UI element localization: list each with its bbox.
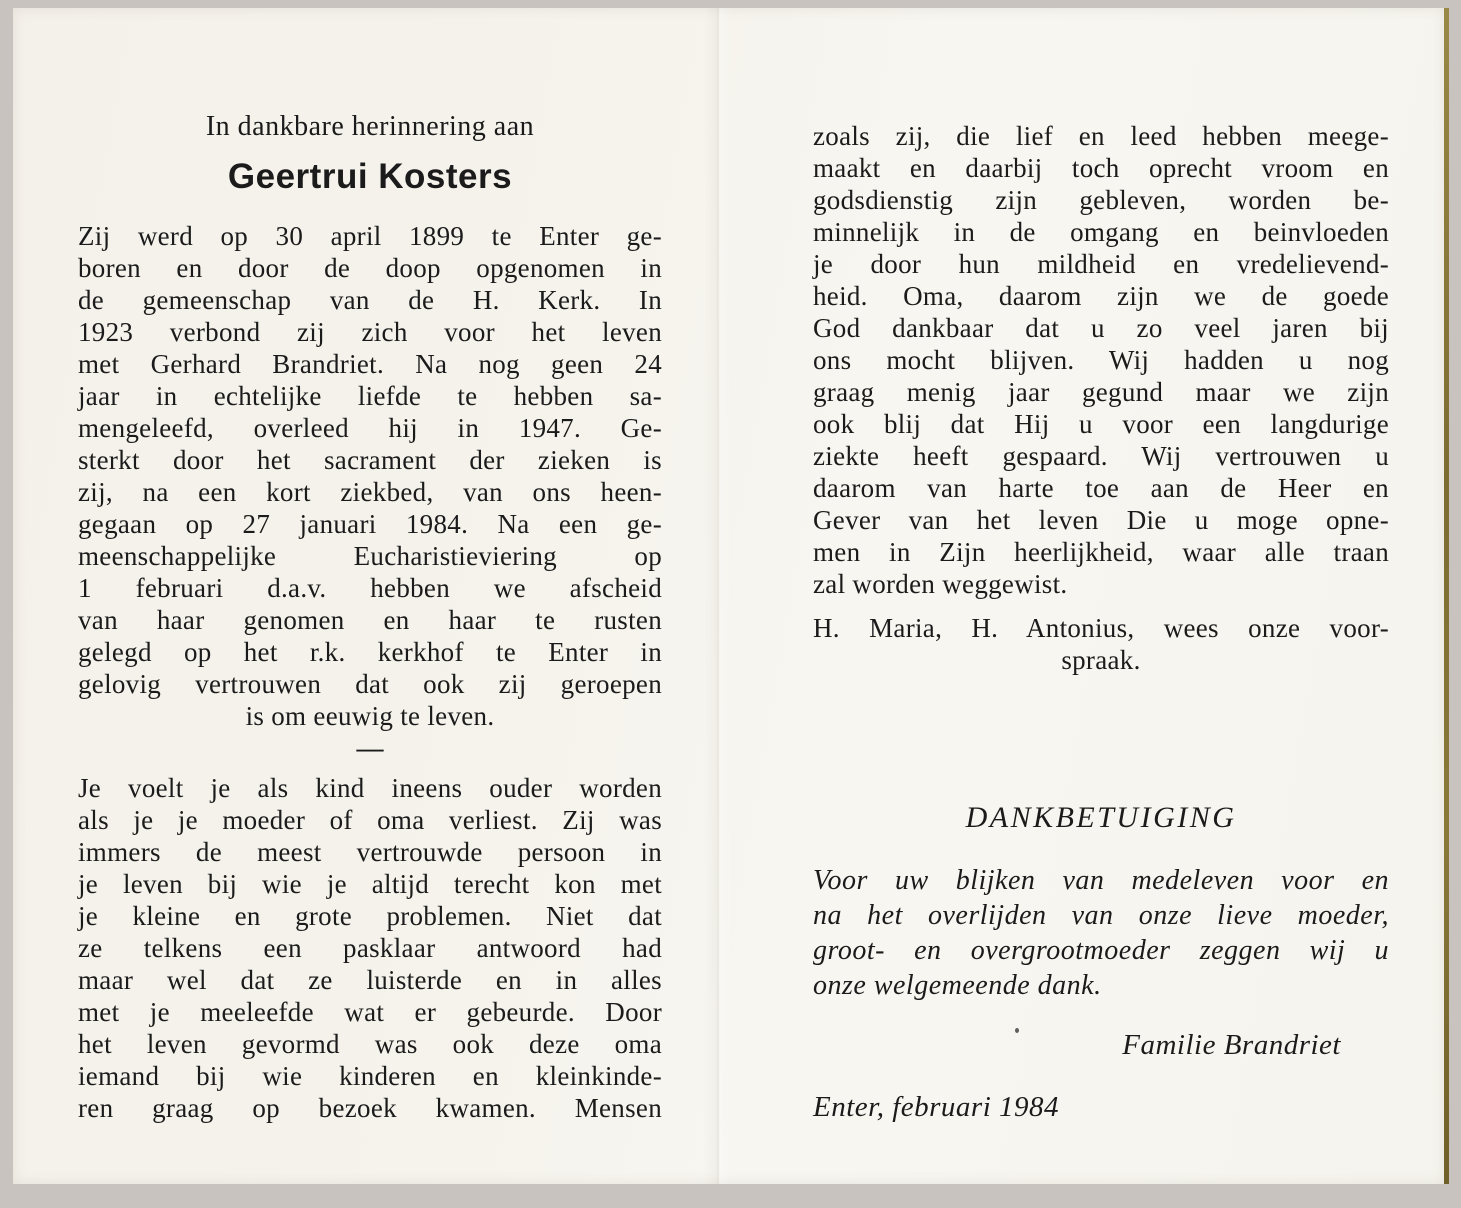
right-page — [813, 8, 1389, 1208]
remembrance-paragraph — [78, 772, 662, 1124]
life-story-last-line: is om eeuwig te leven. — [245, 701, 495, 731]
text-line: groot- en overgrootmoeder zeggen wij u — [813, 935, 1389, 966]
text-line: de gemeenschap van de H. Kerk. In — [78, 285, 662, 315]
acknowledgement-last-line: onze welgemeende dank. — [813, 970, 1102, 1001]
text-line: 1 februari d.a.v. hebben we afscheid — [78, 573, 662, 603]
section-dash-separator: — — [356, 733, 384, 763]
text-line: God dankbaar dat u zo veel jaren bij — [813, 313, 1389, 343]
place-date-line: Enter, februari 1984 — [813, 1091, 1060, 1123]
deceased-name-heading: Geertrui Kosters — [227, 157, 513, 196]
text-line: Je voelt je als kind ineens ouder worden — [78, 773, 662, 803]
text-line: ook blij dat Hij u voor een langdurige — [813, 409, 1389, 439]
text-line: heid. Oma, daarom zijn we de goede — [813, 281, 1389, 311]
text-line: gelegd op het r.k. kerkhof te Enter in — [78, 637, 662, 667]
prayer-line: H. Maria, H. Antonius, wees onze voor- — [813, 613, 1389, 643]
text-line: Zij werd op 30 april 1899 te Enter ge- — [78, 221, 662, 251]
text-line: gegaan op 27 januari 1984. Na een ge- — [78, 509, 662, 539]
scan-speck — [1015, 1028, 1019, 1033]
text-line: je door hun mildheid en vredelievend- — [813, 249, 1389, 279]
text-line: maakt en daarbij toch oprecht vroom en — [813, 153, 1389, 183]
text-line: godsdienstig zijn gebleven, worden be- — [813, 185, 1389, 215]
text-line: als je je moeder of oma verliest. Zij was — [78, 805, 662, 835]
left-page — [78, 8, 662, 1208]
text-line: jaar in echtelijke liefde te hebben sa- — [78, 381, 662, 411]
text-line: met je meeleefde wat er gebeurde. Door — [78, 997, 662, 1027]
text-line: immers de meest vertrouwde persoon in — [78, 837, 662, 867]
text-line: ren graag op bezoek kwamen. Mensen — [78, 1093, 662, 1123]
text-line: ze telkens een pasklaar antwoord had — [78, 933, 662, 963]
continuation-paragraph — [813, 120, 1389, 600]
continuation-justified-lines — [813, 120, 1389, 568]
continuation-last-line: zal worden weggewist. — [813, 569, 1068, 599]
text-line: men in Zijn heerlijkheid, waar alle traan — [813, 537, 1389, 567]
text-line: mengeleefd, overleed hij in 1947. Ge- — [78, 413, 662, 443]
text-line: zij, na een kort ziekbed, van ons heen- — [78, 477, 662, 507]
text-line: boren en door de doop opgenomen in — [78, 253, 662, 283]
text-line: Gever van het leven Die u moge opne- — [813, 505, 1389, 535]
gilt-card-edge — [1444, 8, 1449, 1184]
text-line: iemand bij wie kinderen en kleinkinde- — [78, 1061, 662, 1091]
remembrance-justified-lines — [78, 772, 662, 1124]
text-line: van haar genomen en haar te rusten — [78, 605, 662, 635]
life-story-justified-lines — [78, 220, 662, 700]
life-story-paragraph — [78, 220, 662, 732]
text-line: meenschappelijke Eucharistieviering op — [78, 541, 662, 571]
text-line: je kleine en grote problemen. Niet dat — [78, 901, 662, 931]
text-line: het leven gevormd was ook deze oma — [78, 1029, 662, 1059]
text-line: ons mocht blijven. Wij hadden u nog — [813, 345, 1389, 375]
acknowledgement-paragraph — [813, 863, 1389, 1003]
intro-line: In dankbare herinnering aan — [205, 111, 535, 142]
text-line: Voor uw blijken van medeleven voor en — [813, 865, 1389, 896]
card-fold-crease — [704, 8, 732, 1184]
text-line: ziekte heeft gespaard. Wij vertrouwen u — [813, 441, 1389, 471]
text-line: met Gerhard Brandriet. Na nog geen 24 — [78, 349, 662, 379]
text-line: gelovig vertrouwen dat ook zij geroepen — [78, 669, 662, 699]
family-signature: Familie Brandriet — [1122, 1029, 1341, 1061]
acknowledgement-justified-lines — [813, 863, 1389, 968]
text-line: graag menig jaar gegund maar we zijn — [813, 377, 1389, 407]
text-line: na het overlijden van onze lieve moeder, — [813, 900, 1389, 931]
text-line: maar wel dat ze luisterde en in alles — [78, 965, 662, 995]
text-line: daarom van harte toe aan de Heer en — [813, 473, 1389, 503]
prayer-last-line: spraak. — [1061, 645, 1141, 675]
text-line: zoals zij, die lief en leed hebben meege- — [813, 121, 1389, 151]
text-line: je leven bij wie je altijd terecht kon met — [78, 869, 662, 899]
text-line: 1923 verbond zij zich voor het leven — [78, 317, 662, 347]
text-line: minnelijk in de omgang en beinvloeden — [813, 217, 1389, 247]
acknowledgement-heading: DANKBETUIGING — [965, 801, 1237, 834]
text-line: sterkt door het sacrament der zieken is — [78, 445, 662, 475]
prayer-invocation — [813, 612, 1389, 676]
